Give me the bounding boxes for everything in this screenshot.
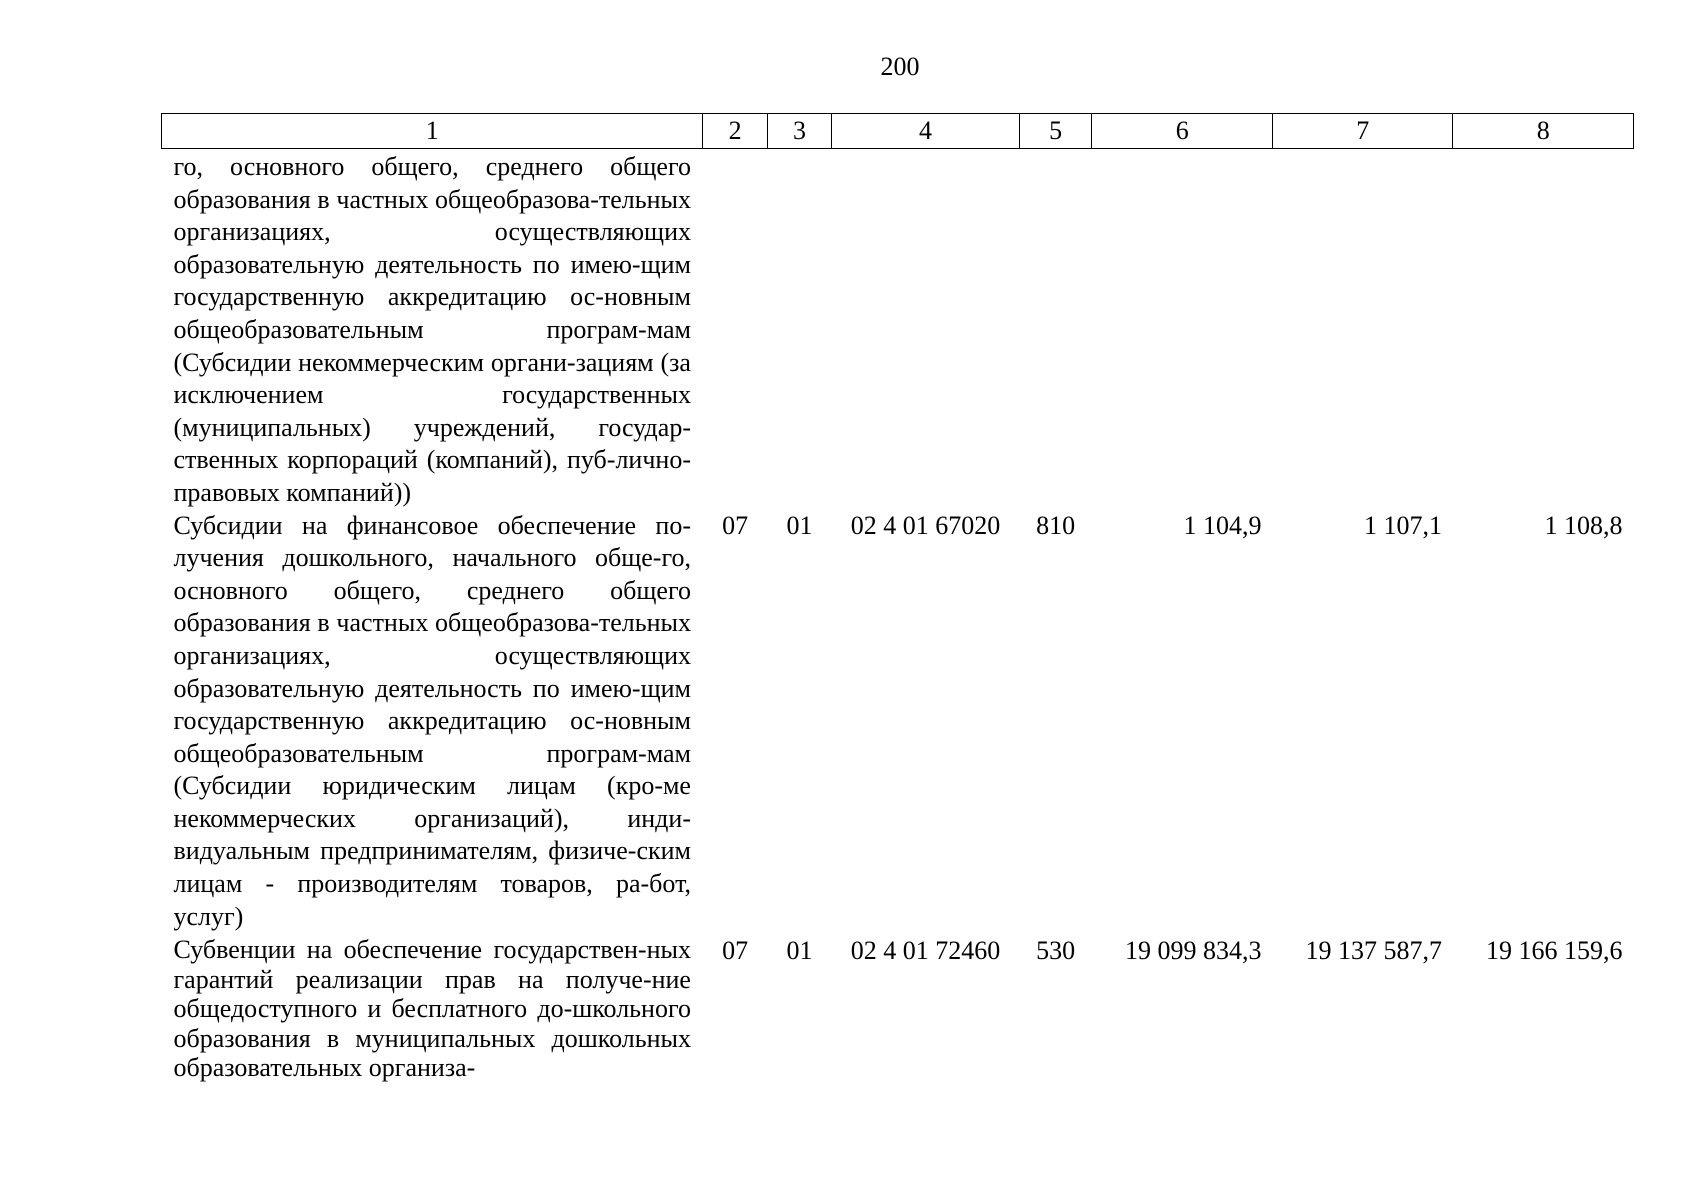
row-expense-type: 530: [1036, 936, 1076, 966]
row-sum-2: 1 107,1: [1363, 510, 1442, 540]
header-col-6: 6: [1092, 114, 1272, 149]
row-section: 07: [722, 936, 749, 966]
row-subsection: [767, 149, 831, 510]
row-target-item: 02 4 01 67020: [850, 510, 1001, 540]
row-sum-1: 1 104,9: [1183, 510, 1262, 540]
row-sum-3: 1 108,8: [1544, 510, 1623, 540]
header-col-5: 5: [1019, 114, 1092, 149]
row-sum-2: [1272, 149, 1452, 510]
row-expense-type: [1019, 149, 1092, 510]
row-description: Субсидии на финансовое обеспечение по-лучения дошкольного, начального обще-го, основного общего, среднего общего образования в частных общеобразова-тельных организациях, осуществляющих образовательную деятельность по имею-щим государственную аккредитацию ос-новным общеобразовательным програм-мам (Субсидии юридическим лицам (кро-ме некоммерческих организаций), инди-видуальным предпринимателям, физиче-ским лицам - производителям товаров, ра-бот, услуг): [173, 510, 691, 931]
table-row: [162, 510, 1634, 934]
row-expense-type: 810: [1036, 510, 1076, 540]
header-col-2: 2: [703, 114, 767, 149]
row-section: [703, 149, 767, 510]
row-subsection: 01: [786, 936, 813, 966]
row-target-item: [832, 149, 1020, 510]
row-section: 07: [722, 510, 749, 540]
row-sum-3: 19 166 159,6: [1486, 936, 1623, 966]
header-col-8: 8: [1453, 114, 1634, 149]
header-col-7: 7: [1272, 114, 1452, 149]
budget-table: [161, 113, 1634, 1083]
row-subsection: 01: [786, 510, 813, 540]
row-sum-3: [1453, 149, 1634, 510]
row-target-item: 02 4 01 72460: [850, 936, 1001, 966]
header-col-4: 4: [832, 114, 1020, 149]
table-row: [162, 933, 1634, 1083]
row-description: го, основного общего, среднего общего образования в частных общеобразова-тельных организациях, осуществляющих образовательную деятельность по имею-щим государственную аккредитацию ос-новным общеобразовательным програм-мам (Субсидии некоммерческим органи-зациям (за исключением государственных (муниципальных) учреждений, государ-ственных корпораций (компаний), пуб-лично-правовых компаний)): [173, 152, 691, 507]
table-row: [162, 149, 1634, 510]
header-col-3: 3: [767, 114, 831, 149]
page-number: 200: [880, 52, 920, 81]
header-col-1: 1: [162, 114, 703, 149]
row-sum-1: 19 099 834,3: [1124, 936, 1262, 966]
row-sum-2: 19 137 587,7: [1305, 936, 1442, 966]
row-sum-1: [1092, 149, 1272, 510]
row-description: Субвенции на обеспечение государствен-ных гарантий реализации прав на получе-ние общедоступного и бесплатного до-школьного образования в муниципальных дошкольных образовательных организа-: [173, 935, 691, 1083]
header-row: [162, 114, 1634, 149]
